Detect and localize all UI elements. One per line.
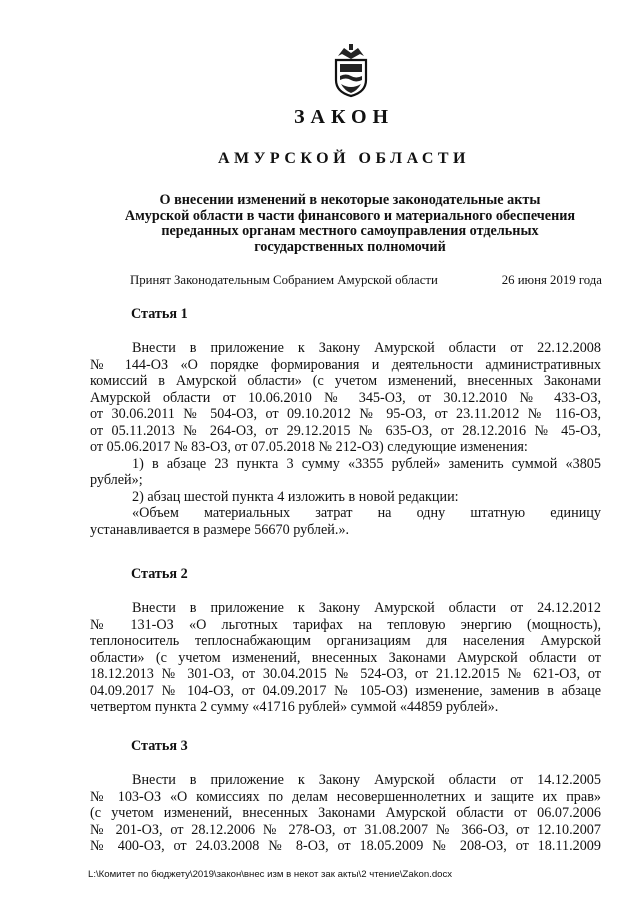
article-3-heading: Статья 3 [131, 738, 188, 754]
text-line: № 201-ОЗ, от 28.12.2006 № 278-ОЗ, от 31.08.2007 № 366-ОЗ, от 12.10.2007 [90, 821, 601, 838]
text-line: № 144-ОЗ «О порядке формирования и деятельности административных [90, 356, 601, 373]
text-line: от 30.06.2011 № 504-ОЗ, от 09.10.2012 № 95-ОЗ, от 23.11.2012 № 116-ОЗ, [90, 406, 601, 422]
text-line: 1) в абзаце 23 пункта 3 сумму «3355 рублей» заменить суммой «3805 [132, 455, 601, 472]
article-2-heading: Статья 2 [131, 566, 188, 582]
text-line: комиссий в Амурской области» (с учетом изменений, внесенных Законами [90, 373, 601, 389]
file-path-footer: L:\Комитет по бюджету\2019\закон\внес изм в некот зак акты\2 чтение\Zakon.docx [88, 869, 453, 880]
text-line: № 131-ОЗ «О льготных тарифах на тепловую энергию (мощность), [90, 616, 601, 633]
text-line: № 400-ОЗ, от 24.03.2008 № 8-ОЗ, от 18.05.2009 № 208-ОЗ, от 18.11.2009 [90, 838, 601, 854]
text-line: 2) абзац шестой пункта 4 изложить в новой редакции: [132, 488, 459, 505]
adopted-date: 26 июня 2019 года [501, 273, 602, 287]
text-line: (с учетом изменений, внесенных Законами Амурской области от 06.07.2006 [90, 805, 601, 821]
subject-line: Амурской области в части финансового и материального обеспечения [124, 207, 576, 224]
text-line: 18.12.2013 № 301-ОЗ, от 30.04.2015 № 524-ОЗ, от 21.12.2015 № 621-ОЗ, от [90, 666, 601, 682]
subject-line: О внесении изменений в некоторые законодательные акты [159, 192, 541, 208]
text-line: «Объем материальных затрат на одну штатную единицу [132, 505, 601, 521]
text-line: Внести в приложение к Закону Амурской области от 24.12.2012 [132, 600, 601, 616]
subject-line: переданных органам местного самоуправления отдельных [161, 223, 539, 239]
text-line: Амурской области от 10.06.2010 № 345-ОЗ, от 30.12.2010 № 433-ОЗ, [90, 389, 601, 406]
text-line: от 05.11.2013 № 264-ОЗ, от 29.12.2015 № 635-ОЗ, от 28.12.2016 № 45-ОЗ, [90, 422, 601, 439]
article-1-body [90, 340, 601, 538]
article-3-body [90, 772, 601, 855]
article-1-heading: Статья 1 [131, 306, 188, 322]
text-line: Внести в приложение к Закону Амурской области от 22.12.2008 [132, 340, 601, 356]
subject-line: государственных полномочий [254, 238, 446, 255]
text-line: Внести в приложение к Закону Амурской области от 14.12.2005 [132, 772, 601, 788]
text-line: теплоноситель теплоснабжающим организациям для населения Амурской [90, 633, 601, 649]
article-2-body [90, 600, 601, 716]
adoption-line [130, 273, 602, 288]
law-subject [100, 193, 600, 255]
text-line: четвертом пункта 2 сумму «41716 рублей» суммой «44859 рублей». [90, 699, 499, 715]
text-line: устанавливается в размере 56670 рублей.». [90, 521, 350, 538]
region-name: АМУРСКОЙ ОБЛАСТИ [218, 150, 470, 167]
text-line: № 103-ОЗ «О комиссиях по делам несовершеннолетних и защите их прав» [90, 788, 601, 805]
text-line: от 05.06.2017 № 83-ОЗ, от 07.05.2018 № 212-ОЗ) следующие изменения: [90, 439, 528, 455]
text-line: рублей»; [90, 472, 143, 488]
coat-of-arms-emblem [330, 42, 372, 98]
document-title: ЗАКОН [293, 106, 395, 128]
text-line: области» (с учетом изменений, внесенных Законами Амурской области от [90, 649, 601, 666]
adopted-by: Принят Законодательным Собранием Амурской области [130, 273, 438, 287]
text-line: 04.09.2017 № 104-ОЗ, от 04.09.2017 № 105-ОЗ) изменение, заменив в абзаце [90, 682, 601, 699]
